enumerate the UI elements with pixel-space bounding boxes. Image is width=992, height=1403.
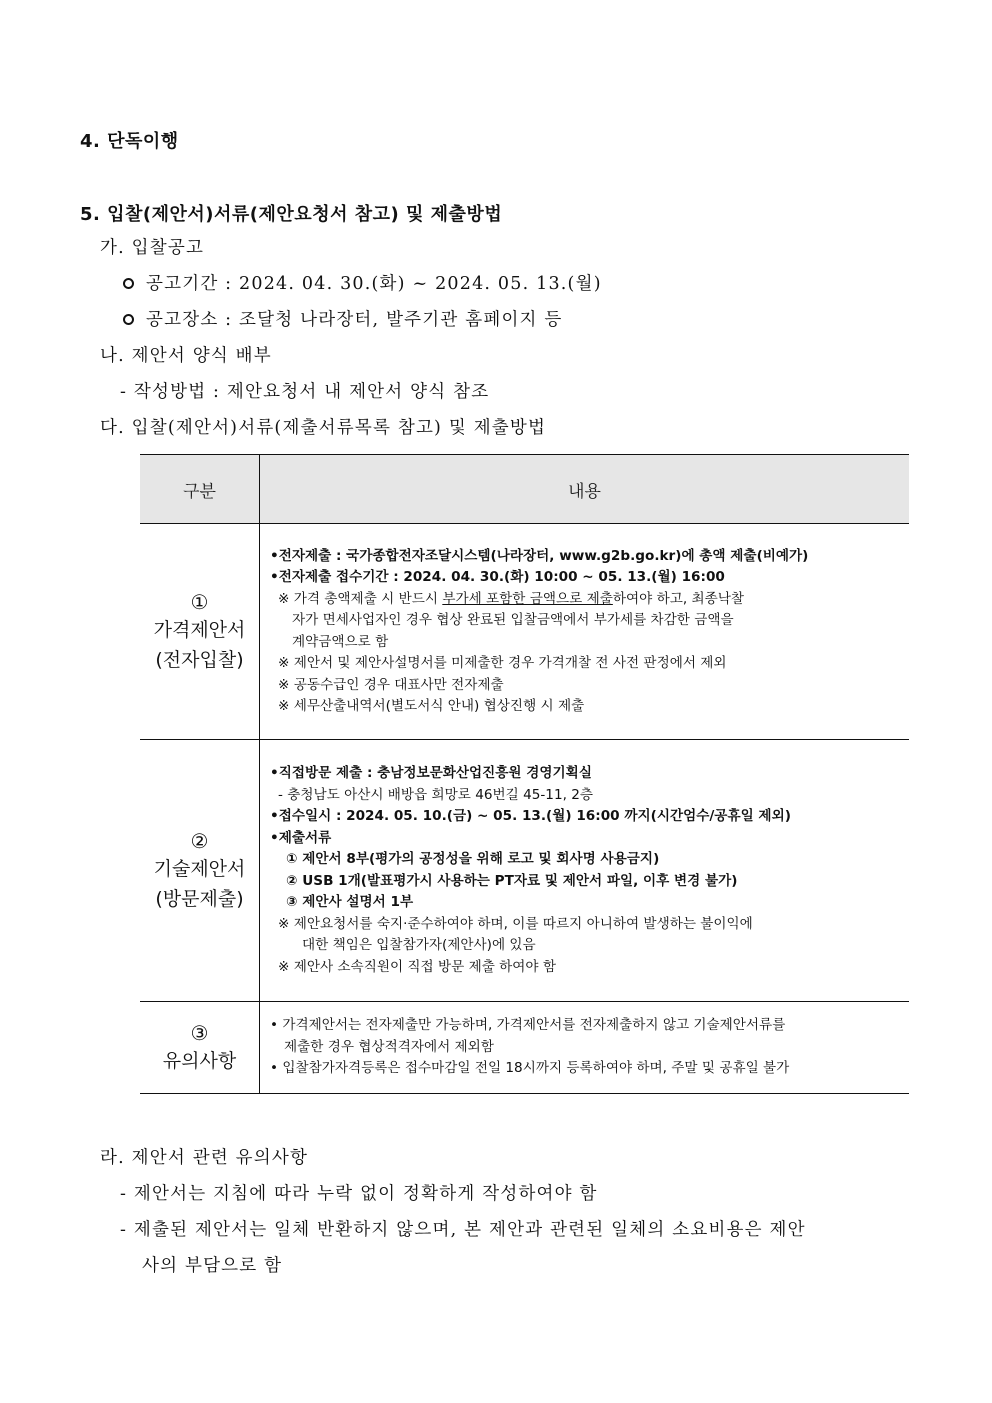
table-row — [140, 524, 909, 740]
row-content-price: •전자제출 : 국가종합전자조달시스템(나라장터, www.g2b.go.kr)에 총액 제출(비예가) •전자제출 접수기간 : 2024. 04. 30.(화) 10:00 ~ 05. 13.(월) 16:00 ※ 가격 총액제출 시 반드시 부가세 포함한 금액으로 제출하여야 하고, 최종낙찰 자가 면세사업자인 경우 협상 완료된 입찰금액에서 부가세를 차감한 금액을 계약금액으로 함 ※ 제안서 및 제안사설명서를 미제출한 경우 가격개찰 전 사전 판정에서 제외 ※ 공동수급인 경우 대표사만 전자제출 ※ 세무산출내역서(별도서식 안내) 협상진행 시 제출 — [270, 547, 809, 714]
ra-item-1: - 제안서는 지침에 따라 누락 없이 정확하게 작성하여야 함 — [120, 1184, 598, 1204]
ra-item-2: - 제출된 제안서는 일체 반환하지 않으며, 본 제안과 관련된 일체의 소요비용은 제안 — [120, 1220, 806, 1240]
submission-table — [140, 454, 909, 1094]
subsection-na-title: 나. 제안서 양식 배부 — [100, 346, 272, 366]
subsection-ra-title: 라. 제안서 관련 유의사항 — [100, 1148, 309, 1168]
table-header-row — [140, 455, 909, 524]
table-header-content: 내용 — [260, 455, 910, 524]
table-row — [140, 740, 909, 1002]
subsection-ga-title: 가. 입찰공고 — [100, 238, 205, 258]
row-category-technical: ② 기술제안서 (방문제출) — [140, 740, 260, 1002]
ra-item-2-cont: 사의 부담으로 함 — [142, 1256, 283, 1276]
row-content-technical: •직접방문 제출 : 충남정보문화산업진흥원 경영기획실 - 충청남도 아산시 배방읍 희망로 46번길 45-11, 2층 •접수일시 : 2024. 05. 10.(금) ~ 05. 13.(월) 16:00 까지(시간엄수/공휴일 제외) •제출서류 ① 제안서 8부(평가의 공정성을 위해 로고 및 회사명 사용금지) ② USB 1개(발표평가시 사용하는 PT자료 및 제안서 파일, 이후 변경 불가) ③ 제안사 설명서 1부 ※ 제안요청서를 숙지·준수하여야 하며, 이를 따르지 아니하여 발생하는 불이익에 대한 책임은 입찰참가자(제안사)에 있음 ※ 제안사 소속직원이 직접 방문 제출 하여야 함 — [270, 765, 791, 975]
table-row — [140, 1002, 909, 1094]
row-category-price: ① 가격제안서 (전자입찰) — [140, 524, 260, 740]
section-4-heading: 4. 단독이행 — [80, 131, 179, 152]
na-item-method: - 작성방법 : 제안요청서 내 제안서 양식 참조 — [120, 382, 490, 402]
circle-bullet-icon — [123, 278, 134, 289]
row-category-notes: ③ 유의사항 — [140, 1002, 260, 1094]
subsection-da-title: 다. 입찰(제안서)서류(제출서류목록 참고) 및 제출방법 — [100, 418, 547, 438]
table-header-category: 구분 — [140, 455, 260, 524]
row-content-notes: • 가격제안서는 전자제출만 가능하며, 가격제안서를 전자제출하지 않고 기술제안서류를 제출한 경우 협상적격자에서 제외함 • 입찰참가자격등록은 접수마감일 전일 18시까지 등록하여야 하며, 주말 및 공휴일 불가 — [270, 1017, 790, 1077]
circle-bullet-icon — [123, 314, 134, 325]
ga-item-place: 공고장소 : 조달청 나라장터, 발주기관 홈페이지 등 — [123, 306, 563, 331]
ga-item-period: 공고기간 : 2024. 04. 30.(화) ~ 2024. 05. 13.(월) — [123, 270, 602, 295]
section-5-heading: 5. 입찰(제안서)서류(제안요청서 참고) 및 제출방법 — [80, 204, 503, 225]
